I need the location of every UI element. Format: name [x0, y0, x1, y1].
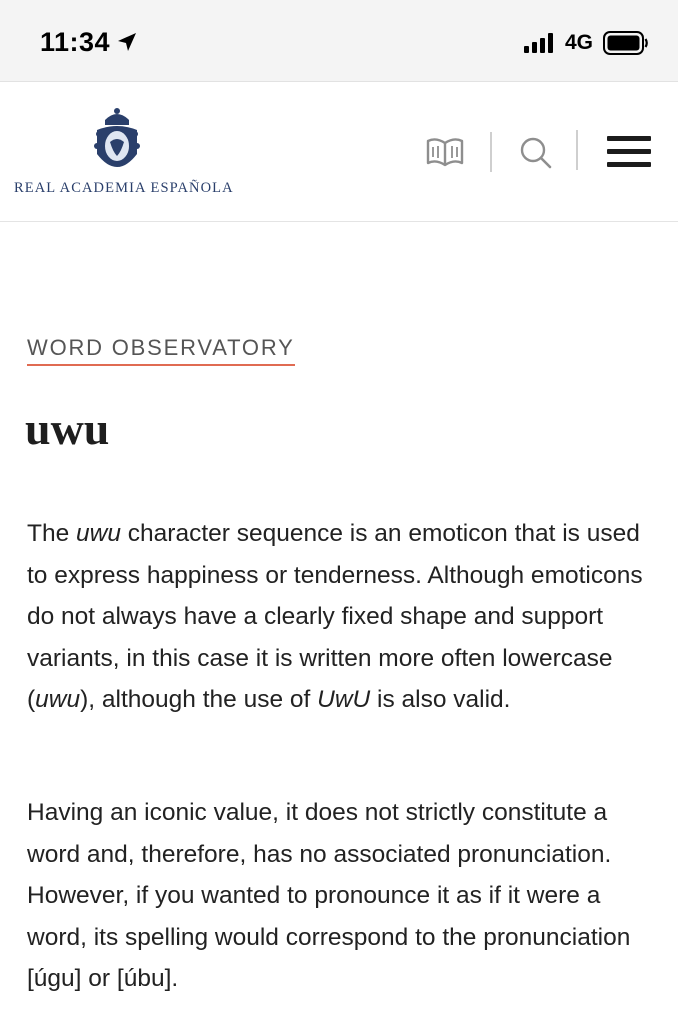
hamburger-menu-icon[interactable] [607, 135, 651, 169]
status-bar [0, 0, 678, 82]
location-arrow-icon [116, 31, 138, 53]
header-divider [576, 130, 578, 170]
cellular-signal-icon [524, 33, 556, 53]
article-paragraph: Having an iconic value, it does not strictly constitute a word and, therefore, has no associated pronunciation. However, if you wanted to pronounce it as if it were a word, its spelling would correspond to the pronunciation [úgu] or [úbu]. [27, 799, 631, 993]
article-paragraph: The uwu character sequence is an emoticon that is used to express happiness or tenderness. Although emoticons do not always have a clearly fixed shape and support variants, in this case it is written more often lowercase (uwu), although the use of UwU is also valid. [27, 520, 643, 714]
section-label[interactable]: WORD OBSERVATORY [27, 335, 295, 366]
site-header [0, 82, 678, 222]
search-icon[interactable] [519, 136, 553, 170]
status-time: 11:34 [40, 27, 111, 57]
entry-title: uwu [25, 403, 110, 454]
open-book-icon[interactable] [426, 137, 464, 167]
brand-name[interactable]: REAL ACADEMIA ESPAÑOLA [14, 180, 234, 196]
header-divider [490, 132, 492, 172]
battery-icon [603, 31, 649, 55]
crest-logo-icon[interactable] [91, 106, 143, 178]
network-type: 4G [565, 31, 594, 54]
